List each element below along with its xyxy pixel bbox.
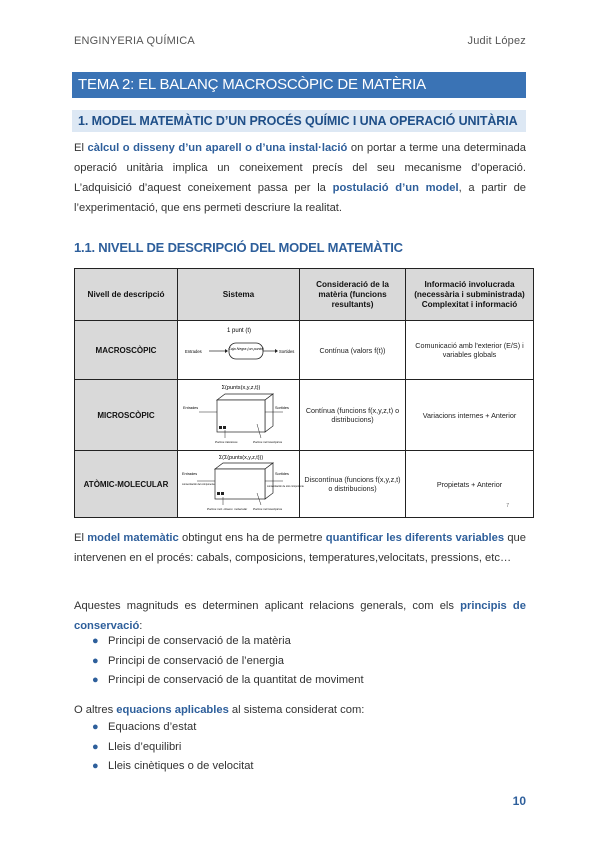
- callout-label: Puntos microscópicos: [252, 440, 282, 444]
- inputs-label: Entrades: [181, 472, 197, 476]
- outputs-label: Sortides: [278, 349, 294, 354]
- principles-list: [92, 632, 364, 691]
- header-info: Informació involucrada (necessària i subministrada) Complexitat i informació: [406, 269, 534, 321]
- highlight-term: principis de conservació: [74, 600, 526, 632]
- callout-label: Puntos interiores: [214, 440, 238, 444]
- diagram-label: Σ(Σ(punts(x,y,z,t))): [218, 455, 263, 461]
- header-matter: Consideració de la matèria (funcions resultants): [300, 269, 406, 321]
- bullet-icon: ●: [92, 674, 99, 686]
- macroscopic-diagram: [178, 321, 300, 380]
- row-matter: Contínua (valors f(t)): [300, 321, 406, 380]
- outputs-label: Sortides: [274, 472, 289, 476]
- header-author: Judit López: [467, 35, 526, 47]
- bullet-icon: ●: [92, 654, 99, 667]
- row-level: MACROSCÒPIC: [75, 321, 178, 380]
- diagram-label: Σ(punts(x,y,z,t)): [221, 385, 260, 391]
- intro-paragraph: El càlcul o disseny d’un aparell o d’una instal·lació on portar a terme una determinada operació unitària implica un coneixement precís del seu mecanisme d’operació. L’adquisició d’aquest coneixement passa per la postulació d’un model, a partir de l’experimentació, que ens permeti descriure la realitat.: [74, 142, 527, 214]
- description-levels-table: [74, 268, 533, 514]
- model-paragraph: El model matemàtic obtingut ens ha de permetre quantificar les diferents variables que intervenen en el procés: cabals, composicions, temperatures,velocitats, pressions, etc…: [74, 532, 526, 564]
- row-matter: Contínua (funcions f(x,y,z,t) o distribucions): [300, 380, 406, 451]
- callout-label: Puntos microscópicos: [252, 507, 282, 511]
- bullet-icon: ●: [92, 721, 99, 733]
- outputs-label: Sortides: [274, 406, 289, 410]
- bullet-icon: ●: [92, 760, 99, 772]
- row-info: Propietats + Anterior 7: [406, 451, 534, 518]
- table-row: [75, 380, 534, 451]
- list-item: ● Equacions d’estat: [92, 718, 254, 738]
- diagram-label: 1 punt (t): [226, 328, 251, 334]
- atomic-diagram: [178, 451, 304, 518]
- header-system: Sistema: [178, 269, 300, 321]
- bullet-icon: ●: [92, 740, 99, 753]
- highlight-term: càlcul o disseny d’un aparell o d’una instal·lació: [87, 142, 348, 154]
- section-title: 1. MODEL MATEMÀTIC D’UN PROCÉS QUÍMIC I UNA OPERACIÓ UNITÀRIA: [72, 110, 526, 132]
- topic-title: TEMA 2: EL BALANÇ MACROSCÒPIC DE MATÈRIA: [72, 72, 526, 98]
- list-item: ● Principi de conservació de l’energia: [92, 652, 364, 672]
- black-box: [229, 343, 263, 359]
- row-info: Variacions internes + Anterior: [406, 380, 534, 451]
- row-matter: Discontínua (funcions f(x,y,z,t) o distribucions): [300, 451, 406, 518]
- callout-label: Puntos mol. observ. molecular: [206, 507, 247, 511]
- corner-number: 7: [506, 503, 509, 509]
- page-number: 10: [512, 794, 526, 808]
- bullet-icon: ●: [92, 635, 99, 647]
- highlight-term: postulació d’un model: [332, 182, 459, 194]
- row-level: ATÒMIC-MOLECULAR: [75, 451, 178, 518]
- list-item: ● Principi de conservació de la quantitat de moviment: [92, 671, 364, 691]
- box-label: Caja Negra (un punto): [227, 347, 264, 351]
- page-header: [74, 35, 526, 51]
- highlight-term: quantificar les diferents variables: [325, 532, 505, 544]
- equations-paragraph: O altres equacions aplicables al sistema considerat com:: [74, 704, 365, 716]
- species-label: concentración del componente: [181, 483, 215, 486]
- subsection-title: 1.1. NIVELL DE DESCRIPCIÓ DEL MODEL MATEMÀTIC: [74, 240, 403, 255]
- atomic-system-diagram: [179, 451, 304, 515]
- list-item: ● Lleis d’equilibri: [92, 738, 254, 758]
- inputs-label: Entrades: [184, 349, 202, 354]
- row-info: Comunicació amb l'exterior (E/S) i variables globals: [406, 321, 534, 380]
- highlight-term: equacions aplicables: [116, 704, 229, 716]
- table-row: [75, 451, 534, 518]
- list-item: ● Lleis cinètiques o de velocitat: [92, 757, 254, 777]
- conservation-paragraph: Aquestes magnituds es determinen aplicant relacions generals, com els principis de conservació:: [74, 600, 526, 632]
- header-course: ENGINYERIA QUÍMICA: [74, 35, 195, 47]
- row-level: MICROSCÒPIC: [75, 380, 178, 451]
- species-label: concentración de otro componente: [266, 485, 304, 488]
- highlight-term: model matemàtic: [87, 532, 179, 544]
- inputs-label: Entrades: [182, 406, 198, 410]
- list-item: ● Principi de conservació de la matèria: [92, 632, 364, 652]
- equations-list: [92, 718, 254, 777]
- microscopic-diagram: [178, 380, 300, 451]
- table-row: [75, 321, 534, 380]
- black-box-diagram: [179, 321, 299, 377]
- header-level: Nivell de descripció: [75, 269, 178, 321]
- microscopic-system-diagram: [179, 380, 299, 448]
